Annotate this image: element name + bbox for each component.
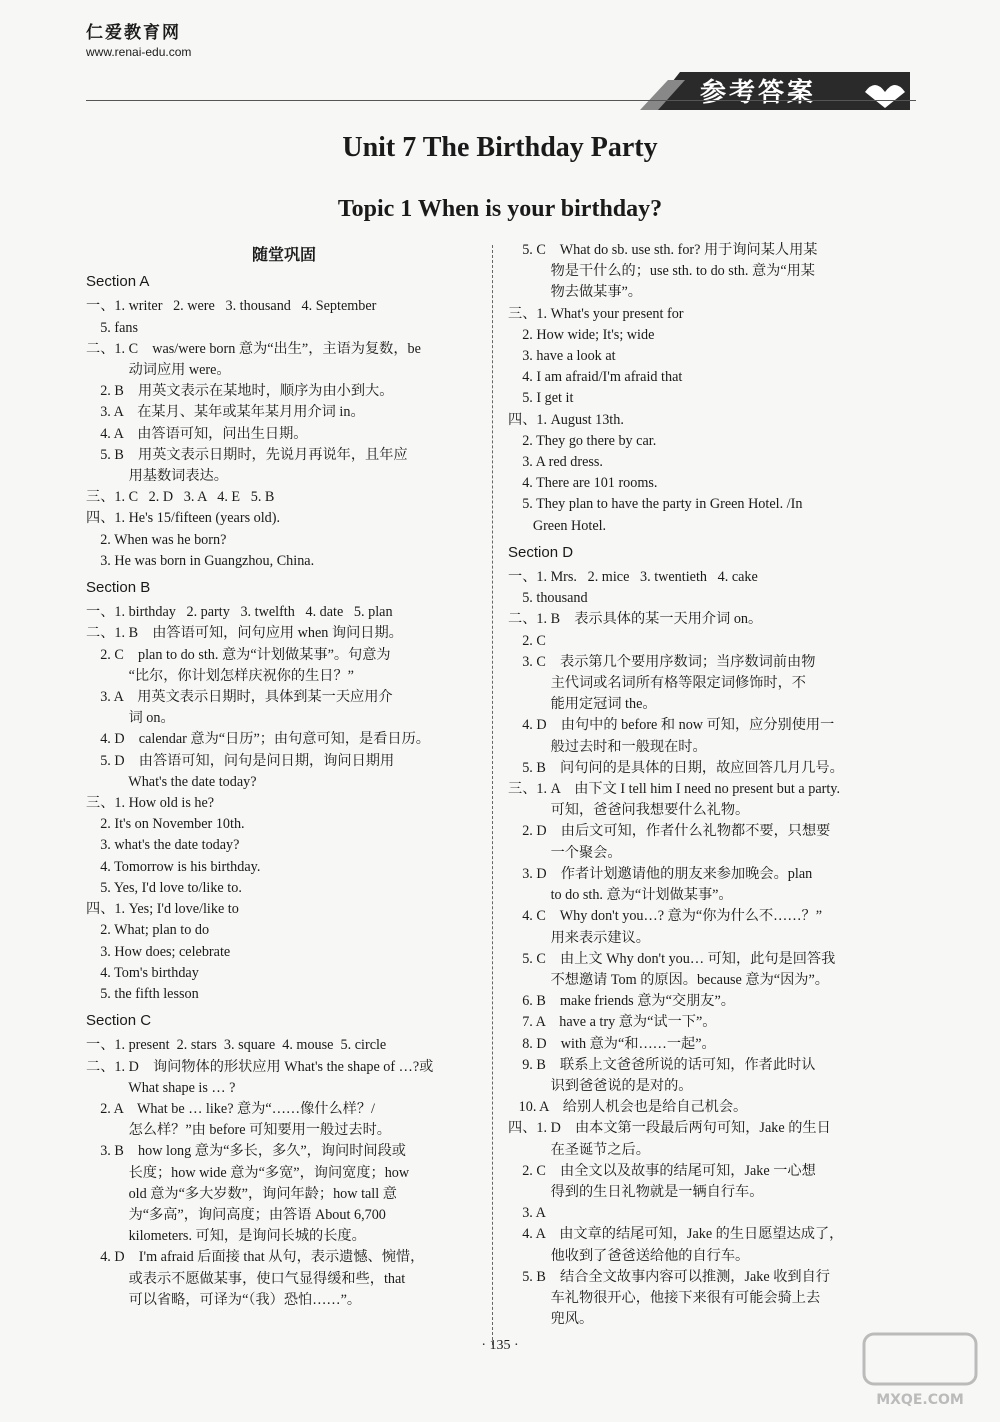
answer-line: 3. A 在某月、某年或某年某月用介词 in。: [86, 404, 365, 421]
answer-line: 2. C: [508, 632, 546, 649]
answer-line: 8. D with 意为“和……一起”。: [508, 1035, 716, 1052]
section-heading: 随堂巩固: [251, 245, 316, 264]
answer-line: kilometers. 可知，是询问长城的长度。: [86, 1228, 366, 1245]
answer-line: 2. When was he born?: [86, 531, 227, 548]
right-column: [508, 240, 908, 1330]
answer-line: 四、1. August 13th.: [508, 411, 624, 428]
answer-line: 三、1. How old is he?: [86, 795, 215, 812]
answer-line: 用来表示建议。: [508, 929, 650, 946]
section-label: Section C: [86, 1012, 152, 1030]
answer-line: 2. What; plan to do: [86, 922, 210, 939]
answer-line: 4. A 由文章的结尾可知，Jake 的生日愿望达成了，: [508, 1226, 844, 1243]
answer-line: Green Hotel.: [508, 517, 607, 534]
answer-line: 10. A 给别人机会也是给自己机会。: [508, 1099, 748, 1116]
answer-line: 识到爸爸说的是对的。: [508, 1077, 693, 1094]
topic-title: Topic 1 When is your birthday?: [337, 196, 663, 222]
answer-line: 为“多高”，询问高度；由答语 About 6,700: [86, 1206, 386, 1223]
answer-line: 一、1. birthday 2. party 3. twelfth 4. date 5. plan: [86, 604, 393, 621]
answer-line: 2. C 由全文以及故事的结尾可知，Jake 一心想: [508, 1162, 816, 1179]
answer-line: 4. D I'm afraid 后面接 that 从句，表示遗憾、惋惜，: [86, 1249, 425, 1266]
answer-line: 3. have a look at: [508, 348, 616, 365]
header-rule: [86, 100, 916, 101]
answer-line: 动词应用 were。: [86, 362, 231, 379]
answer-line: 般过去时和一般现在时。: [508, 738, 707, 755]
answer-line: 2. They go there by car.: [508, 432, 657, 449]
answer-line: 4. There are 101 rooms.: [508, 475, 658, 492]
answer-line: 词 on。: [86, 710, 175, 727]
answer-line: 4. A 由答语可知，问出生日期。: [86, 425, 308, 442]
answer-line: 3. C 表示第几个要用序数词；当序数词前由物: [508, 653, 816, 670]
answer-line: What's the date today?: [86, 773, 257, 790]
answer-line: 5. B 用英文表示日期时，先说月再说年，且年应: [86, 446, 408, 463]
section-label: Section A: [86, 273, 150, 291]
answer-line: 4. I am afraid/I'm afraid that: [508, 369, 683, 386]
watermark-logo: [860, 1330, 980, 1410]
answer-line: 5. B 问句问的是具体的日期，故应回答几月几号。: [508, 759, 844, 776]
answer-line: 怎么样？”由 before 可知要用一般过去时。: [86, 1122, 391, 1139]
answer-line: 5. C What do sb. use sth. for? 用于询问某人用某: [508, 242, 818, 258]
answer-line: 2. It's on November 10th.: [86, 816, 245, 833]
answer-line: 四、1. D 由本文第一段最后两句可知，Jake 的生日: [508, 1120, 831, 1137]
answer-line: 能用定冠词 the。: [508, 696, 657, 713]
answer-line: 一个聚会。: [508, 844, 622, 861]
answer-line: 四、1. Yes; I'd love/like to: [86, 901, 239, 918]
answer-line: 2. C plan to do sth. 意为“计划做某事”。句意为: [86, 646, 391, 663]
answer-line: 三、1. C 2. D 3. A 4. E 5. B: [86, 489, 275, 506]
answer-line: 2. A What be … like? 意为“……像什么样？/: [86, 1100, 375, 1117]
svg-text:参考答案: 参考答案: [700, 78, 817, 108]
answer-line: 5. C 由上文 Why don't you… 可知，此句是回答我: [508, 950, 836, 967]
answer-line: 二、1. C was/were born 意为“出生”，主语为复数，be: [86, 340, 421, 357]
svg-text:MXQE.COM: MXQE.COM: [876, 1392, 964, 1408]
answer-line: 4. Tom's birthday: [86, 964, 199, 981]
answer-line: 4. D calendar 意为“日历”；由句意可知，是看日历。: [86, 731, 430, 748]
answer-line: 三、1. A 由下文 I tell him I need no present but a party.: [508, 781, 841, 798]
section-label: Section B: [86, 579, 151, 597]
answer-line: 4. Tomorrow is his birthday.: [86, 858, 261, 875]
answer-line: 或表示不愿做某事，使口气显得缓和些，that: [86, 1270, 406, 1287]
answer-line: 二、1. D 询问物体的形状应用 What's the shape of …?或: [86, 1058, 434, 1075]
answer-line: What shape is … ?: [86, 1079, 236, 1096]
brand-name: 仁爱教育网: [86, 23, 181, 43]
answer-line: to do sth. 意为“计划做某事”。: [508, 887, 733, 904]
answer-line: 5. D 由答语可知，问句是问日期，询问日期用: [86, 752, 395, 769]
answer-line: 5. thousand: [508, 590, 588, 607]
column-divider: [492, 245, 493, 1345]
answer-line: 2. How wide; It's; wide: [508, 326, 655, 343]
answer-line: 3. He was born in Guangzhou, China.: [86, 552, 315, 569]
answer-line: 5. fans: [86, 319, 139, 336]
answer-line: 一、1. present 2. stars 3. square 4. mouse 5. circle: [86, 1037, 387, 1054]
answer-banner: [640, 70, 910, 112]
answer-line: “比尔，你计划怎样庆祝你的生日？”: [86, 667, 354, 684]
answer-line: 5. Yes, I'd love to/like to.: [86, 879, 242, 896]
answer-line: 四、1. He's 15/fifteen (years old).: [86, 510, 281, 527]
answer-line: 5. B 结合全文故事内容可以推测，Jake 收到自行: [508, 1268, 830, 1285]
answer-line: 二、1. B 表示具体的某一天用介词 on。: [508, 611, 763, 628]
brand-url: www.renai-edu.com: [86, 45, 192, 59]
unit-title: Unit 7 The Birthday Party: [342, 132, 658, 163]
answer-line: 他收到了爸爸送给他的自行车。: [508, 1247, 750, 1264]
page-number: · 135 ·: [481, 1338, 519, 1353]
answer-line: 9. B 联系上文爸爸所说的话可知，作者此时认: [508, 1056, 816, 1073]
answer-line: 得到的生日礼物就是一辆自行车。: [508, 1183, 764, 1200]
answer-line: 2. D 由后文可知，作者什么礼物都不要，只想要: [508, 823, 831, 840]
answer-line: 5. I get it: [508, 390, 574, 407]
answer-line: 5. They plan to have the party in Green Hotel. /In: [508, 496, 803, 513]
answer-line: 4. C Why don't you…? 意为“你为什么不……？”: [508, 908, 823, 925]
answer-line: 3. A 用英文表示日期时，具体到某一天应用介: [86, 689, 393, 706]
section-label: Section D: [508, 543, 574, 561]
answer-line: 7. A have a try 意为“试一下”。: [508, 1014, 717, 1031]
answer-line: 3. A: [508, 1205, 546, 1222]
answer-line: 用基数词表达。: [86, 468, 228, 485]
answer-line: 一、1. writer 2. were 3. thousand 4. September: [86, 298, 377, 315]
answer-line: 3. How does; celebrate: [86, 943, 231, 960]
answer-line: 长度；how wide 意为“多宽”，询问宽度；how: [86, 1164, 410, 1181]
left-column: [86, 240, 482, 1311]
answer-line: 物是干什么的；use sth. to do sth. 意为“用某: [508, 263, 815, 280]
answer-line: 可知，爸爸问我想要什么礼物。: [508, 802, 750, 819]
answer-line: 4. D 由句中的 before 和 now 可知，应分别使用一: [508, 717, 835, 734]
answer-line: 3. what's the date today?: [86, 837, 240, 854]
answer-line: 6. B make friends 意为“交朋友”。: [508, 993, 735, 1010]
answer-line: 3. B how long 意为“多长，多久”，询问时间段或: [86, 1143, 406, 1160]
answer-line: 不想邀请 Tom 的原因。because 意为“因为”。: [508, 971, 829, 988]
answer-line: 可以省略，可译为“（我）恐怕……”。: [86, 1291, 362, 1308]
answer-line: 3. A red dress.: [508, 454, 603, 471]
answer-line: 在圣诞节之后。: [508, 1141, 650, 1158]
answer-line: 二、1. B 由答语可知，问句应用 when 询问日期。: [86, 625, 403, 642]
answer-line: 2. B 用英文表示在某地时，顺序为由小到大。: [86, 383, 394, 400]
answer-line: 一、1. Mrs. 2. mice 3. twentieth 4. cake: [508, 569, 758, 586]
answer-line: 5. the fifth lesson: [86, 985, 199, 1002]
answer-line: 兜风。: [508, 1311, 594, 1328]
answer-line: 物去做某事”。: [508, 284, 642, 301]
answer-line: 三、1. What's your present for: [508, 305, 684, 322]
answer-line: 3. D 作者计划邀请他的朋友来参加晚会。plan: [508, 865, 813, 882]
answer-line: 主代词或名词所有格等限定词修饰时，不: [508, 675, 806, 692]
brand-header: [86, 18, 191, 59]
answer-line: old 意为“多大岁数”，询问年龄；how tall 意: [86, 1185, 397, 1202]
answer-line: 车礼物很开心，他接下来很有可能会骑上去: [508, 1289, 821, 1306]
